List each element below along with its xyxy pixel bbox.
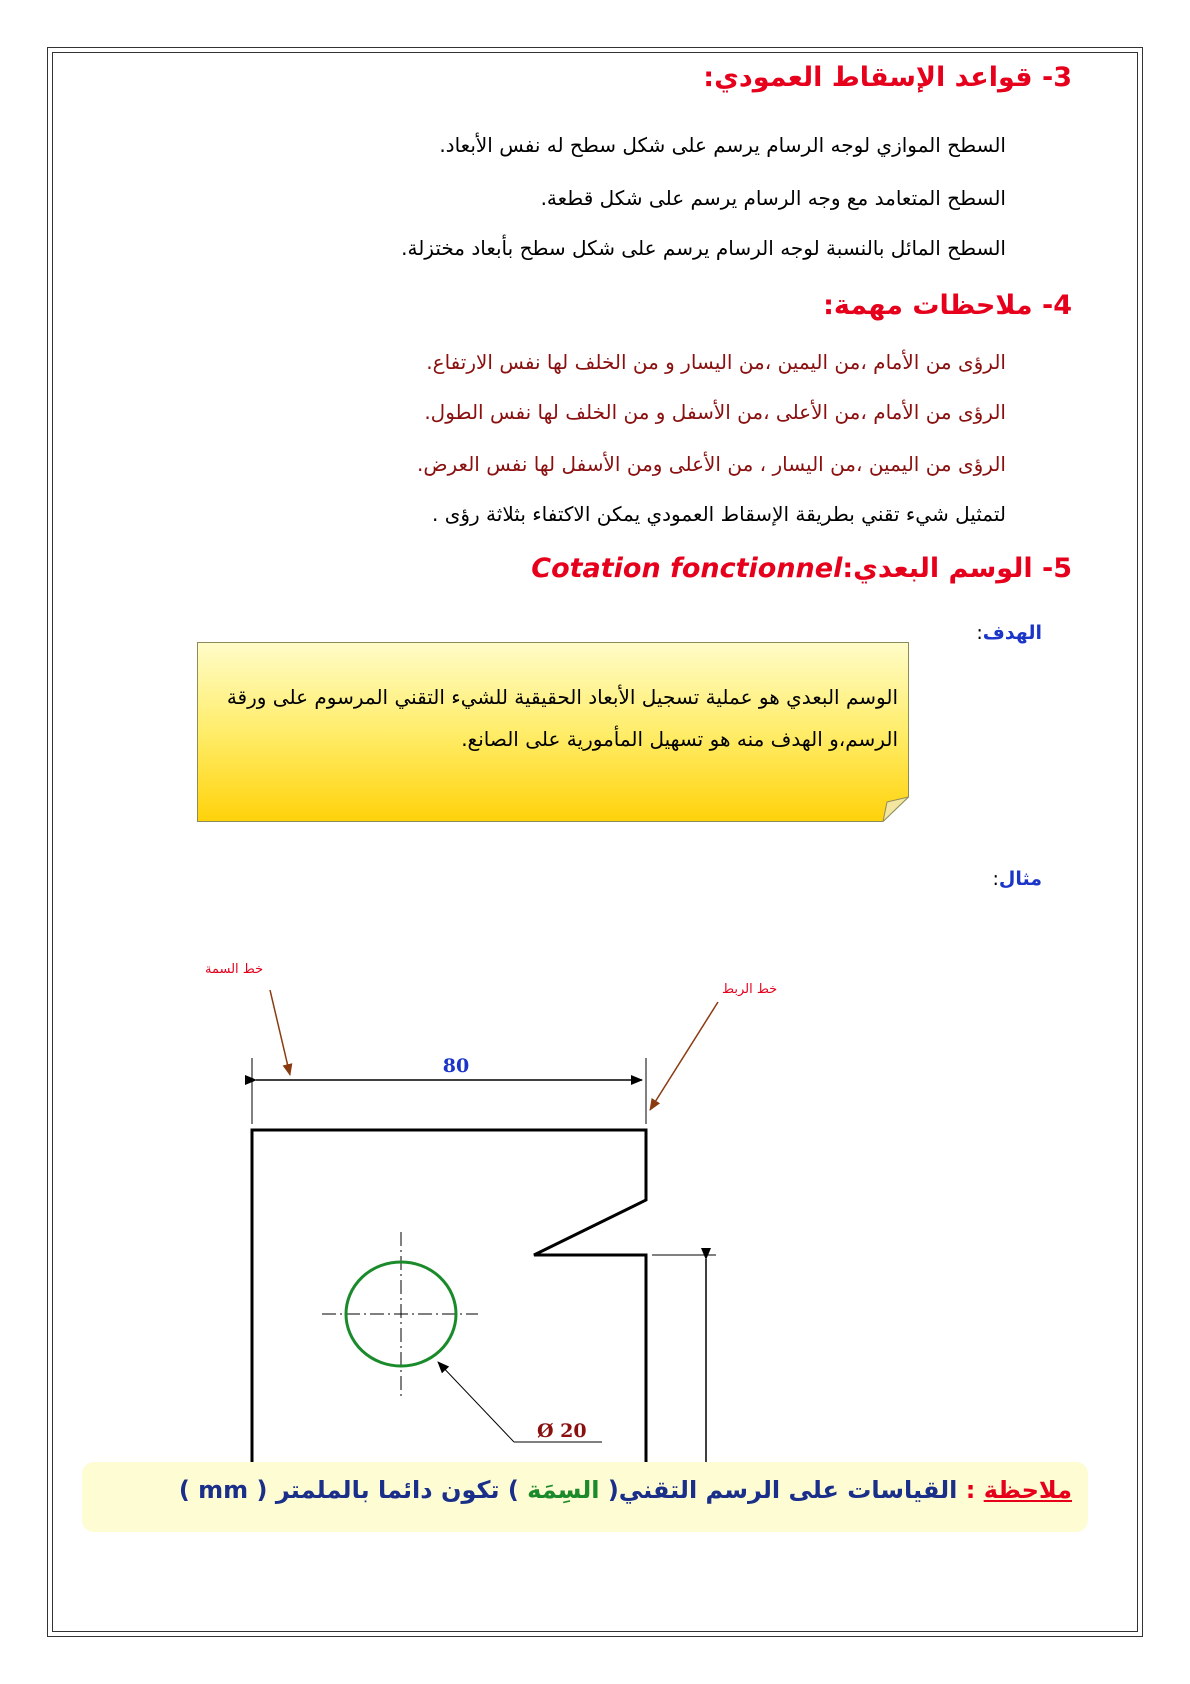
- link-line-label: خط الربط: [722, 982, 778, 997]
- bottom-note-highlight: السِمَة: [527, 1476, 600, 1504]
- section-4-line-4: لتمثيل شيء تقني بطريقة الإسقاط العمودي يمكن الاكتفاء بثلاثة رؤى .: [432, 502, 1006, 526]
- bottom-note-text-after: ) تكون دائما بالملمتر ( mm ): [178, 1476, 519, 1504]
- section-3-line-3: السطح المائل بالنسبة لوجه الرسام يرسم على شكل سطح بأبعاد مختزلة.: [401, 236, 1006, 260]
- section-3-line-2: السطح المتعامد مع وجه الرسام يرسم على شكل قطعة.: [540, 186, 1006, 210]
- section-4-heading: 4- ملاحظات مهمة:: [823, 290, 1072, 321]
- example-label: مثال:: [992, 868, 1042, 890]
- width-dimension-value: 80: [442, 1055, 470, 1077]
- goal-label: الهدف:: [976, 622, 1042, 644]
- link-line-leader: [650, 1002, 718, 1110]
- diameter-value: Ø 20: [537, 1420, 587, 1442]
- goal-text: الوسم البعدي هو عملية تسجيل الأبعاد الحقيقية للشيء التقني المرسوم على ورقة الرسم،و الهدف منه هو تسهيل المأمورية على الصانع.: [226, 685, 898, 751]
- bottom-note-label: ملاحظة: [983, 1476, 1072, 1504]
- bottom-note-separator: :: [965, 1476, 976, 1504]
- section-4-line-1: الرؤى من الأمام ،من اليمين ،من اليسار و من الخلف لها نفس الارتفاع.: [426, 350, 1006, 374]
- bottom-note-text-before: القياسات على الرسم التقني(: [607, 1476, 958, 1504]
- section-3-line-1: السطح الموازي لوجه الرسام يرسم على شكل سطح له نفس الأبعاد.: [439, 133, 1006, 157]
- section-4-line-3: الرؤى من اليمين ،من اليسار ، من الأعلى ومن الأسفل لها نفس العرض.: [416, 452, 1006, 476]
- section-5-heading-ar: 5- الوسم البعدي:: [842, 553, 1072, 584]
- arrow-line-label: خط السمة: [205, 962, 264, 977]
- diameter-leader: [438, 1362, 514, 1442]
- section-3-heading: 3- قواعد الإسقاط العمودي:: [703, 62, 1072, 93]
- section-5-heading-fr: Cotation fonctionnel: [531, 553, 843, 584]
- part-outline: [252, 1130, 646, 1508]
- section-4-line-2: الرؤى من الأمام ،من الأعلى ،من الأسفل و من الخلف لها نفس الطول.: [424, 400, 1006, 424]
- arrow-line-leader: [270, 990, 290, 1075]
- bottom-note: [179, 1476, 1072, 1504]
